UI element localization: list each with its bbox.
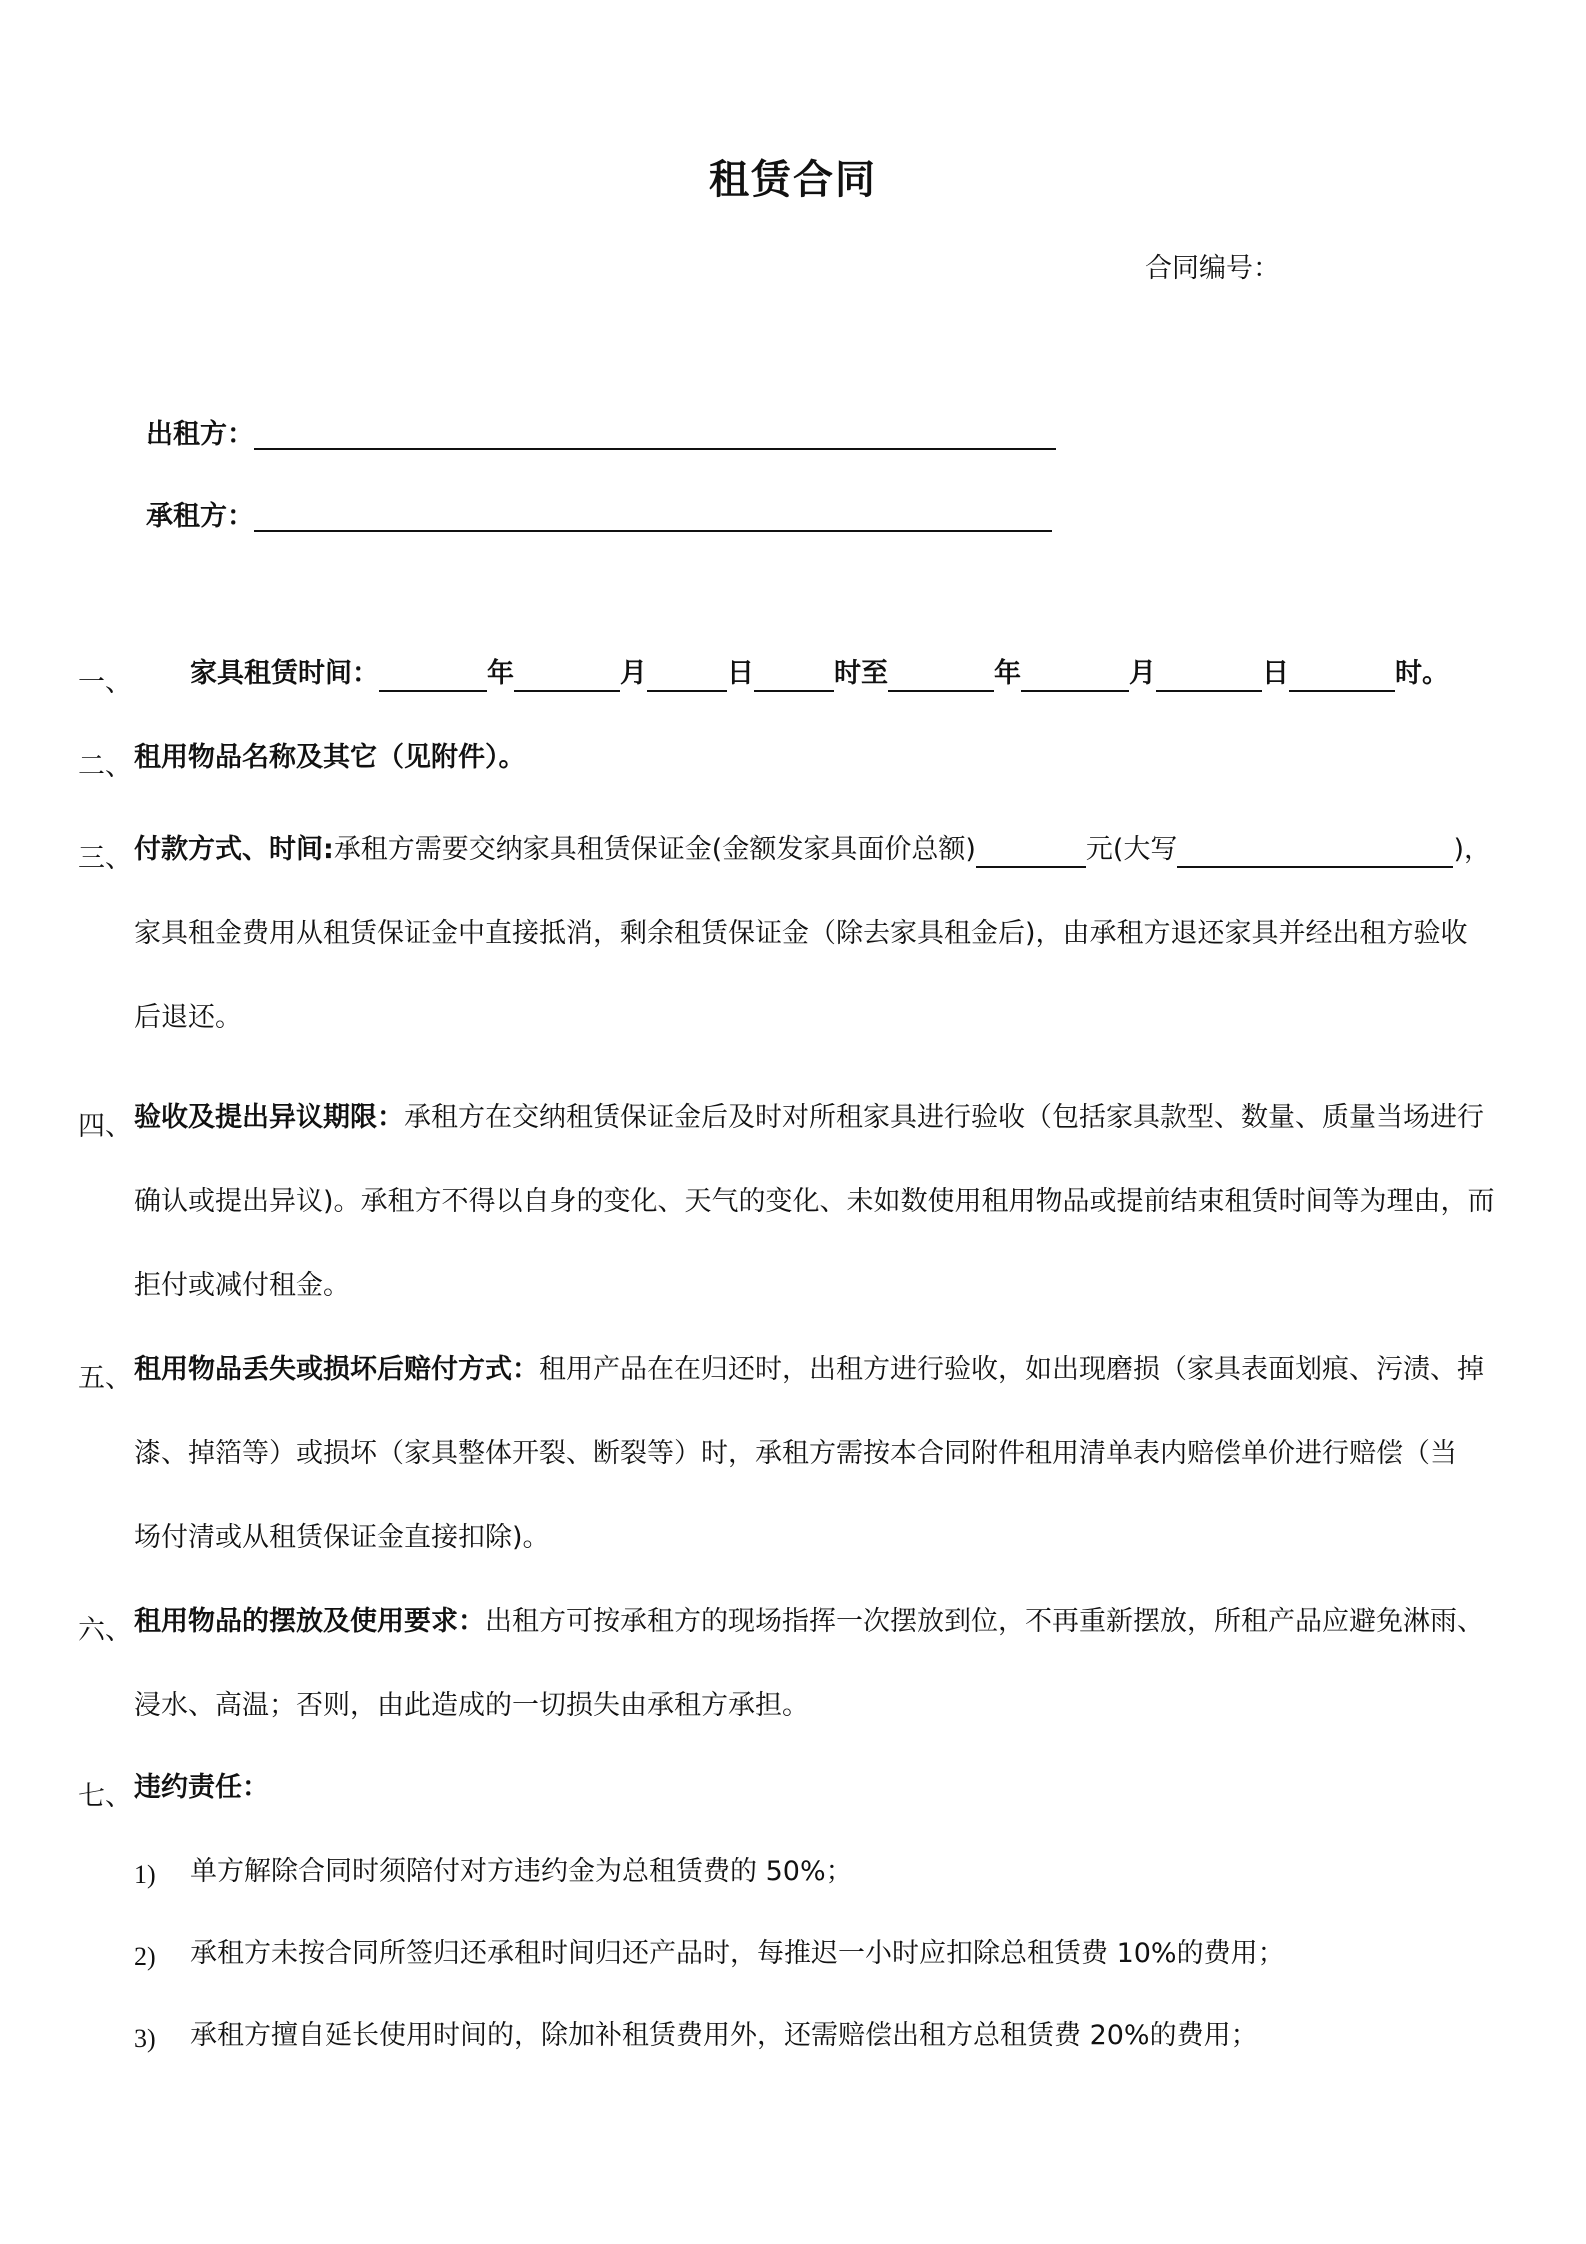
section-4-number: 四、 (78, 1111, 132, 1142)
unit-day-end: 日 (1262, 658, 1289, 689)
start-month-field[interactable] (514, 660, 620, 692)
section-5-line-2: 漆、掉箔等）或损坏（家具整体开裂、断裂等）时，承租方需按本合同附件租用清单表内赔偿单价进行赔偿（当 (134, 1438, 1457, 1469)
section-4-line-3: 拒付或减付租金。 (134, 1270, 350, 1301)
section-1-label: 家具租赁时间： (190, 658, 379, 689)
section-3-line-3: 后退还。 (134, 1002, 242, 1033)
section-5-line-3: 场付清或从租赁保证金直接扣除)。 (134, 1522, 550, 1553)
section-3-label: 付款方式、时间: (134, 834, 334, 865)
section-3-line-1 (134, 832, 1491, 868)
start-day-field[interactable] (647, 660, 727, 692)
contract-number-label: 合同编号： (1145, 253, 1280, 284)
section-6-line-1 (134, 1604, 1484, 1640)
section-7-number: 七、 (78, 1781, 132, 1812)
end-month-field[interactable] (1021, 660, 1129, 692)
lessee-field[interactable] (254, 530, 1052, 532)
unit-month: 月 (620, 658, 647, 689)
deposit-amount-words-field[interactable] (1177, 836, 1453, 868)
lessee-label: 承租方： (146, 501, 254, 532)
unit-year-end: 年 (994, 658, 1021, 689)
end-day-field[interactable] (1156, 660, 1262, 692)
section-6-text: 出租方可按承租方的现场指挥一次摆放到位，不再重新摆放，所租产品应避免淋雨、 (485, 1606, 1484, 1637)
lessor-field[interactable] (254, 448, 1056, 450)
section-3-number: 三、 (78, 843, 132, 874)
section-5-text: 租用产品在在归还时，出租方进行验收，如出现磨损（家具表面划痕、污渍、掉 (539, 1354, 1484, 1385)
list-item: 承租方未按合同所签归还承租时间归还产品时，每推迟一小时应扣除总租赁费 10%的费用； (190, 1938, 1285, 1969)
section-4-text: 承租方在交纳租赁保证金后及时对所租家具进行验收（包括家具款型、数量、质量当场进行 (404, 1102, 1484, 1133)
end-year-field[interactable] (888, 660, 994, 692)
section-7-label: 违约责任： (134, 1772, 269, 1803)
section-4-line-2: 确认或提出异议)。承租方不得以自身的变化、天气的变化、未如数使用租用物品或提前结束租赁时间等为理由，而 (134, 1186, 1495, 1217)
section-1-number: 一、 (78, 667, 132, 698)
section-3-text-b: 元(大写 (1085, 834, 1178, 865)
start-hour-field[interactable] (754, 660, 834, 692)
section-5-number: 五、 (78, 1363, 132, 1394)
section-1-rental-period (190, 656, 1449, 692)
deposit-amount-field[interactable] (976, 836, 1086, 868)
section-2-label: 租用物品名称及其它（见附件）。 (134, 742, 526, 773)
section-3-text-c: )， (1453, 834, 1491, 865)
section-6-number: 六、 (78, 1615, 132, 1646)
list-item-number: 2) (134, 1942, 156, 1971)
section-6-label: 租用物品的摆放及使用要求： (134, 1606, 485, 1637)
lessor-label: 出租方： (146, 419, 254, 450)
unit-year: 年 (487, 658, 514, 689)
section-4-line-1 (134, 1100, 1484, 1136)
section-5-label: 租用物品丢失或损坏后赔付方式： (134, 1354, 539, 1385)
unit-day: 日 (727, 658, 754, 689)
unit-hour-end: 时。 (1395, 658, 1449, 689)
section-5-line-1 (134, 1352, 1484, 1388)
section-3-line-2: 家具租金费用从租赁保证金中直接抵消，剩余租赁保证金（除去家具租金后)，由承租方退还家具并经出租方验收 (134, 918, 1468, 949)
start-year-field[interactable] (379, 660, 487, 692)
section-3-text-a: 承租方需要交纳家具租赁保证金(金额发家具面价总额) (333, 834, 976, 865)
section-6-line-2: 浸水、高温；否则，由此造成的一切损失由承租方承担。 (134, 1690, 809, 1721)
document-title: 租赁合同 (709, 157, 877, 203)
unit-month-end: 月 (1129, 658, 1156, 689)
unit-hour-to: 时至 (834, 658, 888, 689)
list-item-number: 1) (134, 1860, 156, 1889)
list-item: 承租方擅自延长使用时间的，除加补租赁费用外，还需赔偿出租方总租赁费 20%的费用； (190, 2020, 1258, 2051)
section-2-number: 二、 (78, 751, 132, 782)
list-item: 单方解除合同时须陪付对方违约金为总租赁费的 50%； (190, 1856, 853, 1887)
list-item-number: 3) (134, 2024, 156, 2053)
section-4-label: 验收及提出异议期限： (134, 1102, 404, 1133)
end-hour-field[interactable] (1289, 660, 1395, 692)
